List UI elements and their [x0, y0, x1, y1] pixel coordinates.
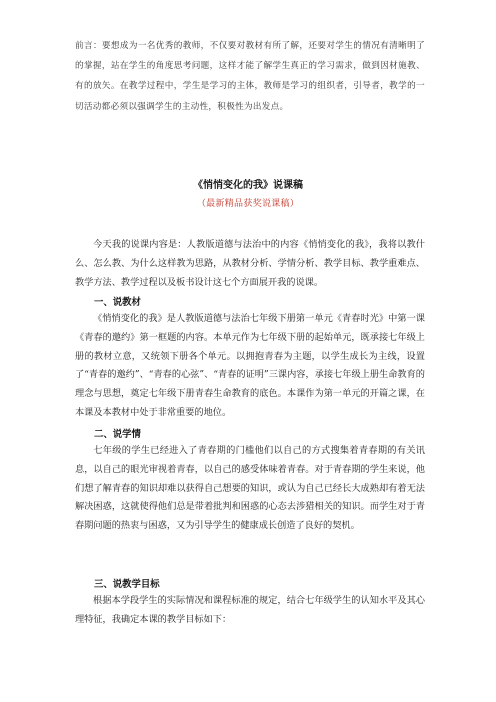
- section-text-textbook: 《悄悄变化的我》是人教版道德与法治七年级下册第一单元《青春时光》中第一课《青春的邀约》第一框题的内容。本单元作为七年级下册的起始单元，既承接七年级上册的教材立意，又统领下册各个单元。以拥抱青春为主题，以学生成长为主线，设置了“青春的邀约”、“青春的心弦”、“青春的证明”三课内容，承接七年级上册生命教育的理念与思想，奠定七年级下册青春生命教育的底色。本课作为第一单元的开篇之课，在本课及本教材中处于非常重要的地位。: [75, 313, 425, 418]
- section-heading-students: 二、说学情: [94, 429, 141, 440]
- intro-paragraph: [75, 236, 425, 292]
- document-title: 《悄悄变化的我》说课稿: [193, 180, 303, 191]
- section-paragraph-students: [75, 442, 425, 536]
- preface-paragraph: 前言：要想成为一名优秀的教师，不仅要对教材有所了解，还要对学生的情况有清晰明了的掌握，站在学生的角度思考问题，这样才能了解学生真正的学习需求，做到因材施教、有的放矢。在教学过程中，学生是学习的主体，教师是学习的组织者，引导者，教学的一切活动都必须以强调学生的主动性，积极性为出发点。: [75, 41, 425, 112]
- section-paragraph-textbook: [75, 310, 425, 423]
- section-heading-objectives: 三、说教学目标: [94, 579, 160, 590]
- section-text-students: 七年级的学生已经进入了青春期的门槛他们以自己的方式搜集着青春期的有关讯息，以自己的眼光审视着青春，以自己的感受体味着青春。对于青春期的学生来说，他们想了解青春的知识却难以获得自己想要的知识，或认为自己已经长大成熟却有着无法解决困惑，这就使得他们总是带着批判和困惑的心态去涉猎相关的知识。而学生对于青春期问题的热衷与困惑，又为引导学生的健康成长创造了良好的契机。: [75, 445, 425, 532]
- section-paragraph-objectives: [75, 592, 425, 630]
- section-heading-textbook: 一、说教材: [94, 297, 141, 308]
- document-subtitle: （最新精品获奖说课稿）: [196, 199, 300, 209]
- section-text-objectives: 根据本学段学生的实际情况和课程标准的规定，结合七年级学生的认知水平及其心理特征，我确定本课的教学目标如下：: [75, 595, 425, 625]
- intro-text: 今天我的说课内容是：人教版道德与法治中的内容《悄悄变化的我》，我将以教什么、怎么教、为什么这样教为思路，从教材分析、学情分析、教学目标、教学重难点、教学方法、教学过程以及板书设计这七个方面展开我的说课。: [75, 239, 425, 288]
